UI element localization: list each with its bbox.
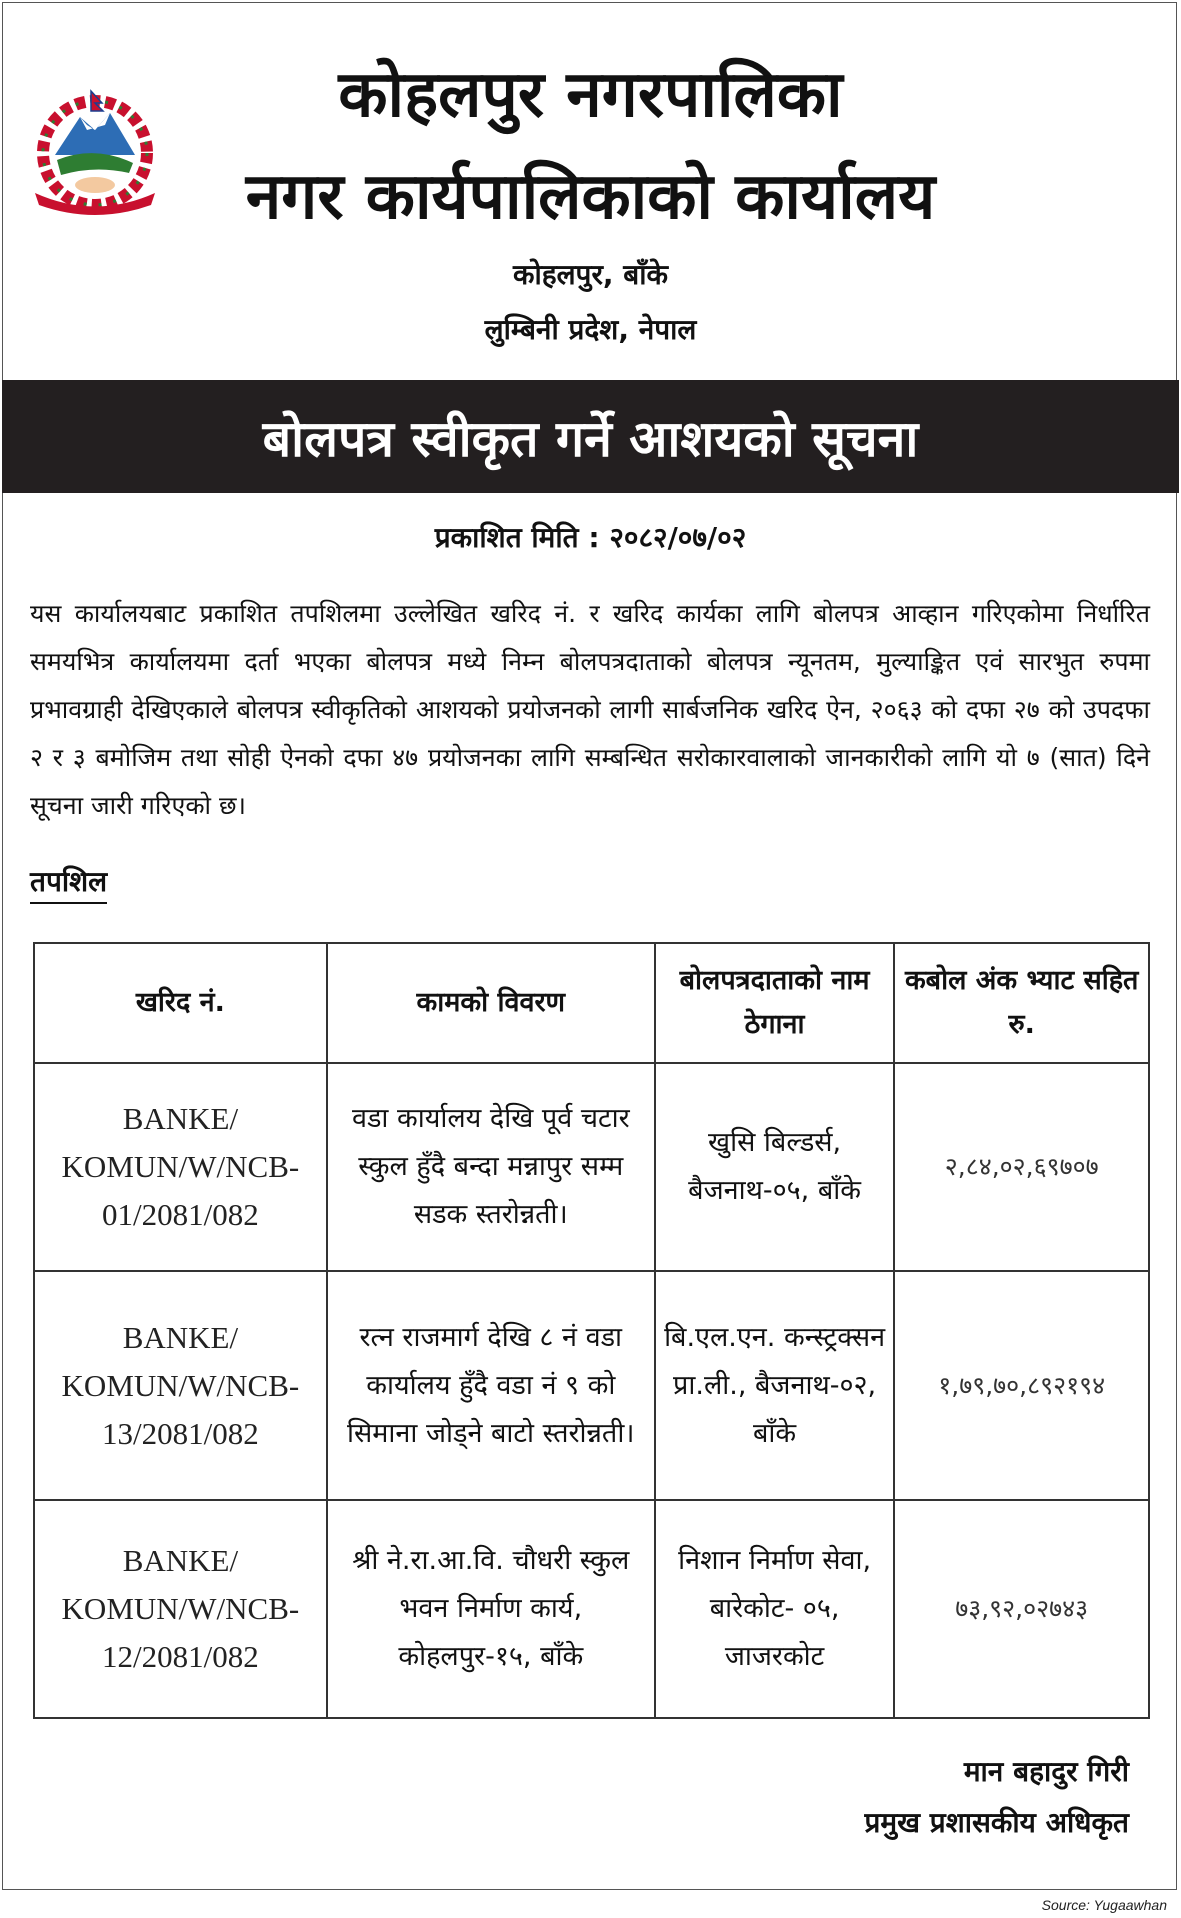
bidder-name-address: खुसि बिल्डर्स, बैजनाथ-०५, बाँके bbox=[655, 1063, 895, 1271]
bid-amount: २,८४,०२,६९७०७ bbox=[894, 1063, 1149, 1271]
procurement-no: BANKE/ KOMUN/W/NCB- 13/2081/082 bbox=[34, 1271, 327, 1500]
source-credit: Source: Yugaawhan bbox=[1041, 1897, 1167, 1913]
table-row bbox=[34, 1500, 1149, 1718]
notice-title: बोलपत्र स्वीकृत गर्ने आशयको सूचना bbox=[262, 409, 919, 468]
signatory-title: प्रमुख प्रशासकीय अधिकृत bbox=[864, 1806, 1129, 1839]
procurement-no: BANKE/ KOMUN/W/NCB- 12/2081/082 bbox=[34, 1500, 327, 1718]
work-description: श्री ने.रा.आ.वि. चौधरी स्कुल भवन निर्माण कार्य, कोहलपुर-१५, बाँके bbox=[327, 1500, 655, 1718]
table-row bbox=[34, 1063, 1149, 1271]
bid-amount: ७३,९२,०२७४३ bbox=[894, 1500, 1149, 1718]
office-title: नगर कार्यपालिकाको कार्यालय bbox=[245, 160, 936, 234]
notice-title-band bbox=[2, 380, 1179, 493]
bidder-name-address: बि.एल.एन. कन्स्ट्रक्सन प्रा.ली., बैजनाथ-०२, बाँके bbox=[655, 1271, 895, 1500]
header-procurement-no: खरिद नं. bbox=[34, 943, 327, 1063]
details-heading: तपशिल bbox=[30, 862, 107, 904]
procurement-no: BANKE/ KOMUN/W/NCB- 01/2081/082 bbox=[34, 1063, 327, 1271]
header-amount: कबोल अंक भ्याट सहित रु. bbox=[894, 943, 1149, 1063]
bid-table bbox=[33, 942, 1150, 1719]
bidder-name-address: निशान निर्माण सेवा, बारेकोट- ०५, जाजरकोट bbox=[655, 1500, 895, 1718]
work-description: वडा कार्यालय देखि पूर्व चटार स्कुल हुँदै बन्दा मन्नापुर सम्म सडक स्तरोन्नती। bbox=[327, 1063, 655, 1271]
address-line-1: कोहलपुर, बाँके bbox=[512, 258, 669, 291]
municipality-title: कोहलपुर नगरपालिका bbox=[338, 58, 843, 132]
header-bidder: बोलपत्रदाताको नाम ठेगाना bbox=[655, 943, 895, 1063]
bid-amount: १,७९,७०,८९२१९४ bbox=[894, 1271, 1149, 1500]
table-row bbox=[34, 1271, 1149, 1500]
notice-body: यस कार्यालयबाट प्रकाशित तपशिलमा उल्लेखित खरिद नं. र खरिद कार्यका लागि बोलपत्र आव्हान गरिएकोमा निर्धारित समयभित्र कार्यालयमा दर्ता भएका बोलपत्र मध्ये निम्न बोलपत्रदाताको बोलपत्र न्यूनतम, मुल्याङ्कित एवं सारभुत रुपमा प्रभावग्राही देखिएकाले बोलपत्र स्वीकृतिको आशयको प्रयोजनको लागी सार्बजनिक खरिद ऐन, २०६३ को दफा २७ को उपदफा २ र ३ बमोजिम तथा सोही ऐनको दफा ४७ प्रयोजनका लागि सम्बन्धित सरोकारवालाको जानकारीको लागि यो ७ (सात) दिने सूचना जारी गरिएको छ। bbox=[30, 599, 1150, 820]
published-date: प्रकाशित मिति : २०८२/०७/०२ bbox=[434, 521, 747, 554]
table-header-row bbox=[34, 943, 1149, 1063]
header-work-description: कामको विवरण bbox=[327, 943, 655, 1063]
address-line-2: लुम्बिनी प्रदेश, नेपाल bbox=[484, 313, 697, 346]
work-description: रत्न राजमार्ग देखि ८ नं वडा कार्यालय हुँदै वडा नं ९ को सिमाना जोड्ने बाटो स्तरोन्नती। bbox=[327, 1271, 655, 1500]
signatory-name: मान बहादुर गिरी bbox=[963, 1755, 1129, 1788]
